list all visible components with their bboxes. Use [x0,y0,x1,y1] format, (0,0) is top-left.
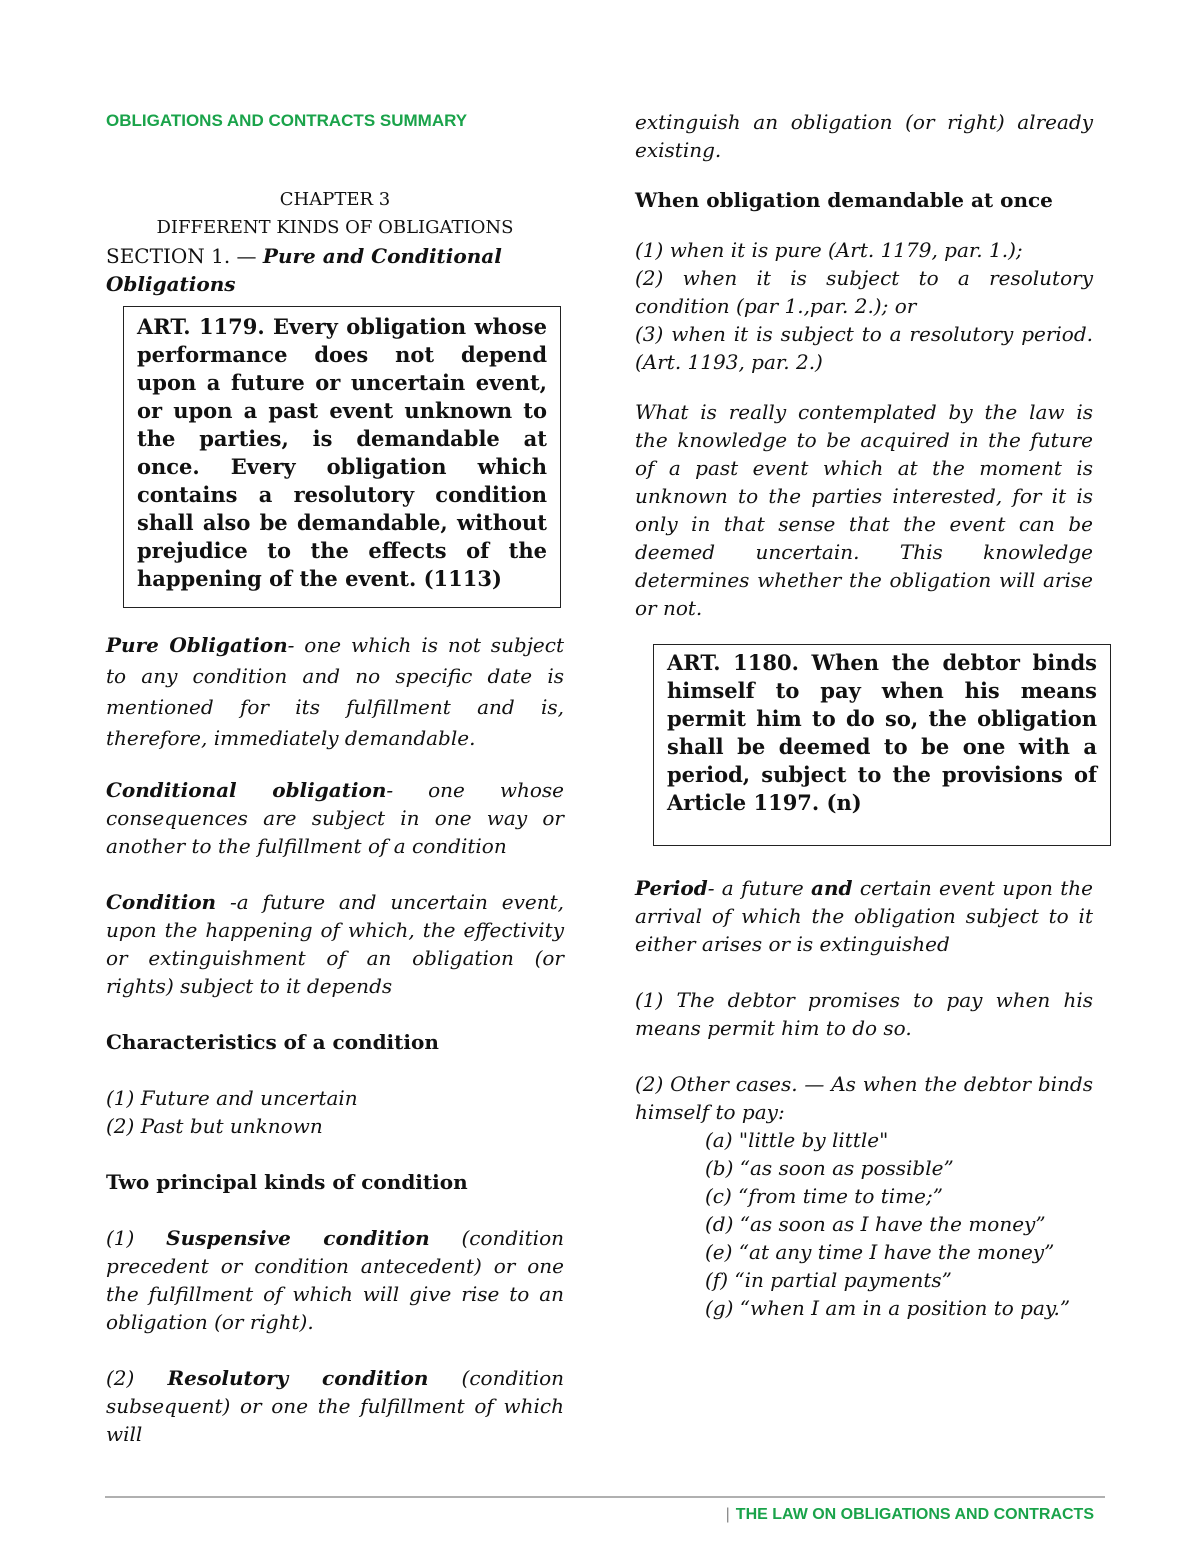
condition-term: Condition [106,890,217,914]
characteristic-item: (2) Past but unknown [106,1114,323,1138]
left-column [106,108,564,1448]
period-text: certain event upon the arrival of which the obligation subject to it either arises or is extinguished [635,876,1094,956]
section-title: Pure and Conditional Obligations [106,244,502,296]
demandable-item: (1) when it is pure (Art. 1179, par. 1.); [635,238,1023,262]
continuation-text: extinguish an obligation (or right) already existing. [635,110,1093,162]
article-1179-box: ART. 1179. Every obligation whose performance does not depend upon a future or uncertain event, or upon a past event unknown to the parties, is demandable at once. Every obligation which contains a resolutory condition shall also be demandable, without prejudice to the effects of the happening of the event. (1113) [123,306,561,608]
case-two: (2) Other cases. — As when the debtor binds himself to pay: [635,1072,1093,1124]
page-footer [726,1504,1094,1526]
example-item: (b) “as soon as possible” [705,1156,954,1180]
period-definition [635,874,1093,958]
example-item: (c) “from time to time;” [705,1184,943,1208]
pure-obligation-text: - one which is not subject to any condition and no specific date is mentioned for its fulfillment and is, therefore, immediately demandable. [106,633,564,750]
pure-obligation-definition [106,630,564,754]
footer-text: THE LAW ON OBLIGATIONS AND CONTRACTS [735,1506,1094,1523]
chapter-heading [106,186,564,242]
example-item: (d) “as soon as I have the money” [705,1212,1046,1236]
contemplated-paragraph: What is really contemplated by the law is the knowledge to be acquired in the future of a past event which at the moment is unknown to the parties interested, for it is only in that sense that the event can be deemed uncertain. This knowledge determines whether the obligation will arise or not. [635,400,1093,620]
document-title: OBLIGATIONS AND CONTRACTS SUMMARY [106,111,468,130]
right-column [635,108,1097,1322]
suspensive-condition-term: Suspensive condition [166,1226,430,1250]
period-and: and [811,876,853,900]
examples-list [705,1126,1093,1322]
example-item: (f) “in partial payments” [705,1268,952,1292]
chapter-title: DIFFERENT KINDS OF OBLIGATIONS [156,217,514,238]
period-term: Period [635,876,708,900]
suspensive-condition-text: (condition precedent or condition antecedent) or one the fulfillment of which will give rise to an obligation (or right). [106,1226,564,1334]
pure-obligation-term: Pure Obligation [106,633,288,657]
conditional-obligation-definition [106,776,564,860]
demandable-heading: When obligation demandable at once [635,188,1053,212]
footer-divider [105,1496,1105,1498]
kind-number: (2) [106,1366,168,1390]
section-label: SECTION 1. — [106,244,257,268]
characteristics-heading: Characteristics of a condition [106,1030,439,1054]
kinds-heading: Two principal kinds of condition [106,1170,468,1194]
section-heading [106,242,564,298]
resolutory-condition-term: Resolutory condition [167,1366,429,1390]
conditional-obligation-term: Conditional obligation [106,778,387,802]
period-text: - a future [707,876,812,900]
example-item: (e) “at any time I have the money” [705,1240,1055,1264]
chapter-number: CHAPTER 3 [279,189,391,210]
example-item: (g) “when I am in a position to pay.” [705,1296,1071,1320]
characteristic-item: (1) Future and uncertain [106,1086,358,1110]
resolutory-condition-item [106,1364,564,1448]
case-one: (1) The debtor promises to pay when his means permit him to do so. [635,988,1093,1040]
article-1180-box: ART. 1180. When the debtor binds himself to pay when his means permit him to do so, the obligation shall be deemed to be one with a period, subject to the provisions of Article 1197. (n) [653,644,1111,846]
footer-separator: | [725,1506,730,1523]
demandable-item: (3) when it is subject to a resolutory period. (Art. 1193, par. 2.) [635,322,1093,374]
demandable-item: (2) when it is subject to a resolutory condition (par 1.,par. 2.); or [635,266,1093,318]
example-item: (a) "little by little" [705,1128,889,1152]
condition-definition [106,888,564,1000]
conditional-obligation-text: - one whose consequences are subject in one way or another to the fulfillment of a condition [106,778,564,858]
suspensive-condition-item [106,1224,564,1336]
kind-number: (1) [106,1226,167,1250]
resolutory-condition-text: (condition subsequent) or one the fulfillment of which will [106,1366,565,1446]
condition-text: -a future and uncertain event, upon the happening of which, the effectivity or extinguishment of an obligation (or rights) subject to it depends [106,890,564,998]
